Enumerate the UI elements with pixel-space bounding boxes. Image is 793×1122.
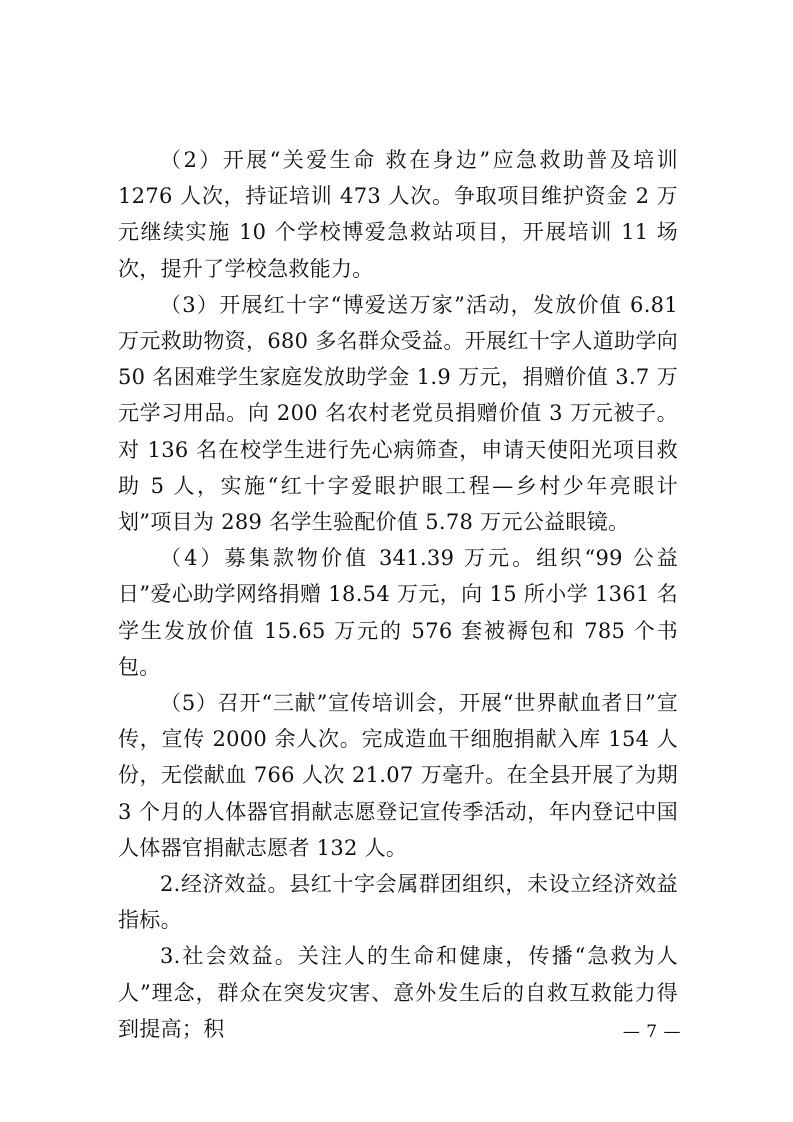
paragraph-blood-donation: （5）召开“三献”宣传培训会，开展“世界献血者日”宣传，宣传 2000 余人次。完成造血干细胞捐献入库 154 人份，无偿献血 766 人次 21.07 万毫升。在全县开展了为期 3 个月的人体器官捐献志愿登记宣传季活动，年内登记中国人体器官捐献志愿者 132 人。 — [118, 691, 678, 860]
paragraph-economic-benefit: 2.经济效益。县红十字会属群团组织，未设立经济效益指标。 — [118, 872, 678, 933]
paragraph-charity-activities: （3）开展红十字“博爱送万家”活动，发放价值 6.81 万元救助物资，680 多名群众受益。开展红十字人道助学向 50 名困难学生家庭发放助学金 1.9 万元，捐赠价值 3.7 万元学习用品。向 200 名农村老党员捐赠价值 3 万元被子。对 136 名在校学生进行先心病筛查，申请天使阳光项目救助 5 人，实施“红十字爱眼护眼工程—乡村少年亮眼计划”项目为 289 名学生验配价值 5.78 万元公益眼镜。 — [118, 292, 678, 535]
paragraph-social-benefit: 3.社会效益。关注人的生命和健康，传播“急救为人人”理念，群众在突发灾害、意外发生后的自救互救能力得到提高；积 — [118, 944, 678, 1041]
page-number: — 7 — — [622, 1022, 681, 1042]
document-body — [118, 142, 678, 1047]
paragraph-first-aid-training: （2）开展“关爱生命 救在身边”应急救助普及培训 1276 人次，持证培训 473 人次。争取项目维护资金 2 万元继续实施 10 个学校博爱急救站项目，开展培训 11 场次，提升了学校急救能力。 — [118, 148, 678, 281]
paragraph-fundraising: （4）募集款物价值 341.39 万元。组织“99 公益日”爱心助学网络捐赠 18.54 万元，向 15 所小学 1361 名学生发放价值 15.65 万元的 576 套被褥包和 785 个书包。 — [118, 546, 678, 679]
